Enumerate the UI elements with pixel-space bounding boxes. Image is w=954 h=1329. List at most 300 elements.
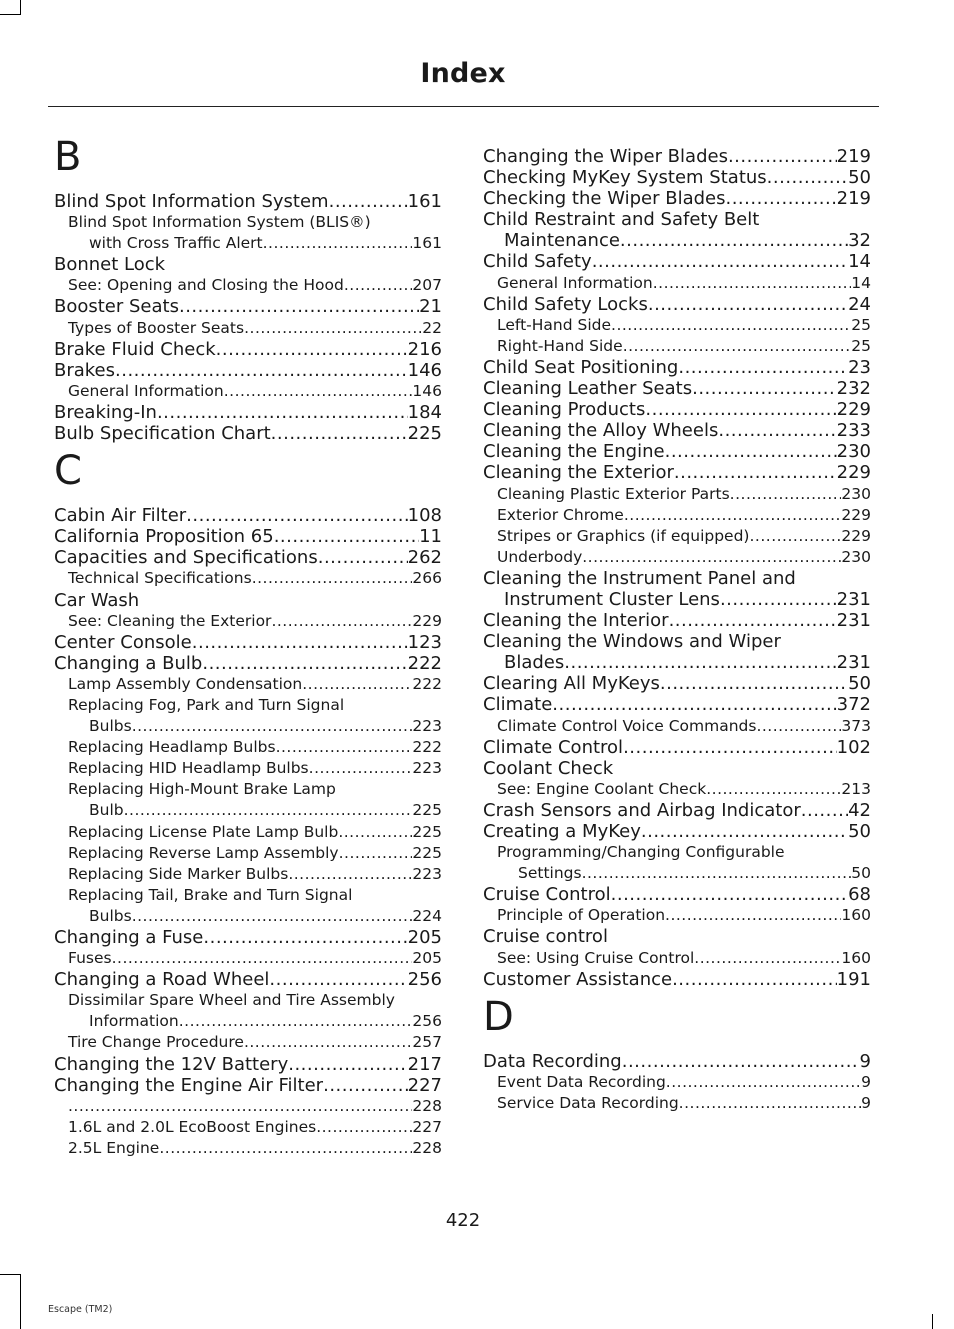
index-entry[interactable] (483, 863, 871, 884)
dot-leader (694, 948, 841, 969)
dot-leader (316, 1117, 412, 1138)
index-entry[interactable] (54, 381, 442, 402)
index-entry[interactable] (54, 505, 442, 526)
entry-page-number: 231 (836, 652, 871, 674)
index-entry[interactable] (54, 779, 442, 800)
index-entry[interactable] (54, 843, 442, 864)
index-entry[interactable] (483, 884, 871, 905)
entry-page-number: 50 (848, 673, 871, 695)
entry-page-number: 14 (851, 273, 871, 292)
index-entry[interactable] (54, 296, 442, 317)
index-entry[interactable] (483, 399, 871, 420)
entry-page-number: 262 (407, 547, 442, 569)
index-entry[interactable] (54, 800, 442, 821)
index-entry[interactable] (54, 275, 442, 296)
entry-title: Changing a Bulb (54, 652, 203, 674)
entry-page-number: 50 (851, 864, 871, 883)
entry-title: Bulbs (89, 717, 132, 736)
dot-leader (611, 315, 851, 336)
dot-leader (582, 863, 852, 884)
title-divider (48, 106, 879, 107)
entry-title: Replacing Tail, Brake and Turn Signal (68, 885, 353, 904)
dot-leader (276, 737, 413, 758)
dot-leader (653, 273, 852, 294)
dot-leader (611, 884, 848, 905)
index-entry[interactable] (54, 1054, 442, 1075)
index-entry[interactable] (483, 842, 871, 863)
entry-title: Cruise Control (483, 884, 611, 906)
entry-page-number: 50 (848, 167, 871, 189)
dot-leader (309, 758, 413, 779)
dot-leader (216, 339, 408, 360)
entry-title: Climate Control Voice Commands (497, 716, 757, 735)
index-entry[interactable] (54, 254, 442, 275)
entry-page-number: 222 (412, 674, 442, 693)
dot-leader (271, 423, 408, 444)
entry-page-number: 227 (407, 1074, 442, 1096)
entry-title: Bulb (89, 801, 124, 820)
entry-title: Exterior Chrome (497, 505, 624, 524)
index-entry[interactable] (54, 233, 442, 254)
dot-leader (645, 399, 836, 420)
dot-leader (302, 674, 412, 695)
entry-title: Changing the Wiper Blades (483, 146, 728, 167)
crop-mark (20, 1274, 21, 1329)
index-entry[interactable] (483, 462, 871, 483)
entry-title: Child Safety (483, 251, 592, 273)
index-entry[interactable] (483, 209, 871, 230)
index-entry[interactable] (483, 273, 871, 294)
dot-leader (624, 505, 842, 526)
index-entry[interactable] (54, 1032, 442, 1053)
entry-page-number: 219 (836, 146, 871, 167)
entry-page-number: 191 (836, 968, 871, 990)
entry-page-number: 224 (412, 906, 442, 925)
entry-page-number: 146 (407, 359, 442, 381)
entry-page-number: 229 (841, 505, 871, 524)
dot-leader (692, 378, 837, 399)
dot-leader (271, 611, 412, 632)
entry-page-number: 108 (407, 505, 442, 527)
entry-title: 1.6L and 2.0L EcoBoost Engines (68, 1117, 317, 1136)
dot-leader (666, 1072, 861, 1093)
entry-title: 2.5L Engine (68, 1138, 160, 1157)
index-entry[interactable] (483, 610, 871, 631)
entry-title: Checking the Wiper Blades (483, 188, 726, 210)
dot-leader (725, 188, 836, 209)
index-entry[interactable] (483, 167, 871, 188)
entry-page-number: 23 (848, 356, 871, 378)
index-entry[interactable] (483, 357, 871, 378)
index-entry[interactable] (483, 505, 871, 526)
entry-title: Cleaning Plastic Exterior Parts (497, 484, 730, 503)
entry-title: Car Wash (54, 589, 140, 611)
crop-mark (0, 1274, 20, 1275)
index-entry[interactable] (54, 695, 442, 716)
dot-leader (669, 610, 837, 631)
entry-title: with Cross Traffic Alert (89, 234, 263, 253)
entry-title: Cleaning the Alloy Wheels (483, 420, 719, 442)
dot-leader (672, 969, 837, 990)
entry-title: Underbody (497, 547, 583, 566)
index-entry[interactable] (483, 1051, 871, 1072)
entry-page-number: 227 (412, 1117, 442, 1136)
dot-leader (132, 716, 413, 737)
dot-leader (718, 420, 836, 441)
entry-page-number: 102 (836, 736, 871, 758)
index-entry[interactable] (54, 758, 442, 779)
dot-leader (552, 694, 836, 715)
entry-page-number: 68 (848, 884, 871, 906)
entry-title: Child Seat Positioning (483, 356, 679, 378)
entry-page-number: 161 (407, 191, 442, 212)
entry-page-number: 216 (407, 338, 442, 360)
dot-leader (706, 779, 841, 800)
entry-title: Replacing Fog, Park and Turn Signal (68, 695, 345, 714)
dot-leader (252, 568, 413, 589)
index-entry[interactable] (483, 779, 871, 800)
index-entry[interactable] (483, 800, 871, 821)
index-entry[interactable] (483, 631, 871, 652)
entry-title: Left-Hand Side (497, 315, 612, 334)
index-entry[interactable] (54, 927, 442, 948)
index-entry[interactable] (54, 969, 442, 990)
crop-mark (932, 1314, 933, 1329)
dot-leader (179, 1011, 413, 1032)
entry-page-number: 228 (412, 1138, 442, 1157)
entry-page-number: 233 (836, 420, 871, 442)
dot-leader (623, 336, 852, 357)
entry-title: Replacing High-Mount Brake Lamp (68, 780, 336, 799)
entry-page-number: 219 (836, 188, 871, 210)
entry-page-number: 229 (841, 526, 871, 545)
entry-title: Lamp Assembly Condensation (68, 674, 303, 693)
dot-leader (288, 864, 412, 885)
dot-leader (269, 969, 407, 990)
entry-title: Programming/Changing Configurable (497, 843, 785, 862)
entry-page-number: 222 (407, 652, 442, 674)
entry-page-number: 256 (412, 1012, 442, 1031)
entry-page-number: 184 (407, 401, 442, 423)
entry-title: Cleaning the Exterior (483, 462, 674, 484)
entry-title: Bulbs (89, 906, 132, 925)
entry-title: Child Restraint and Safety Belt (483, 209, 760, 231)
footer-model: Escape (TM2) (48, 1304, 113, 1315)
index-entry[interactable] (483, 378, 871, 399)
crop-mark (20, 0, 21, 15)
entry-page-number: 225 (412, 843, 442, 862)
entry-title: Settings (518, 864, 582, 883)
entry-title: Cleaning the Instrument Panel and (483, 567, 796, 589)
dot-leader (749, 526, 841, 547)
index-entry[interactable] (54, 822, 442, 843)
entry-page-number: 372 (836, 694, 871, 716)
section-letter: C (54, 448, 82, 495)
entry-title: Changing a Road Wheel (54, 969, 270, 991)
index-entry[interactable] (483, 694, 871, 715)
index-entry[interactable] (54, 948, 442, 969)
section-letter: D (483, 993, 514, 1040)
entry-title: Child Safety Locks (483, 293, 648, 315)
entry-title: Checking MyKey System Status (483, 167, 767, 189)
index-entry[interactable] (54, 864, 442, 885)
dot-leader (622, 1051, 860, 1072)
dot-leader (592, 251, 848, 272)
entry-title: See: Cleaning the Exterior (68, 611, 272, 630)
entry-page-number: 373 (841, 716, 871, 735)
dot-leader (582, 547, 841, 568)
index-entry[interactable] (483, 969, 871, 990)
entry-title: Right-Hand Side (497, 336, 623, 355)
index-entry[interactable] (483, 716, 871, 737)
entry-page-number: 266 (412, 569, 442, 588)
index-entry[interactable] (54, 402, 442, 423)
dot-leader (730, 484, 842, 505)
index-entry[interactable] (54, 1096, 442, 1117)
index-entry[interactable] (483, 589, 871, 610)
index-entry[interactable] (54, 191, 442, 212)
index-entry[interactable] (54, 339, 442, 360)
entry-page-number: 229 (836, 462, 871, 484)
index-entry[interactable] (54, 318, 442, 339)
entry-page-number: 232 (836, 378, 871, 400)
dot-leader (318, 547, 408, 568)
entry-page-number: 9 (861, 1072, 871, 1091)
dot-leader (112, 948, 413, 969)
index-entry[interactable] (483, 251, 871, 272)
entry-page-number: 11 (419, 526, 442, 548)
index-entry[interactable] (483, 230, 871, 251)
entry-page-number: 42 (848, 799, 871, 821)
index-entry[interactable] (54, 737, 442, 758)
entry-title: Customer Assistance (483, 968, 673, 990)
entry-title: Clearing All MyKeys (483, 673, 660, 695)
index-entry[interactable] (54, 212, 442, 233)
index-entry[interactable] (54, 632, 442, 653)
dot-leader (665, 441, 837, 462)
entry-page-number: 228 (412, 1096, 442, 1115)
entry-title: Crash Sensors and Airbag Indicator (483, 799, 801, 821)
index-entry[interactable] (483, 926, 871, 947)
entry-page-number: 230 (836, 441, 871, 463)
dot-leader (323, 1075, 408, 1096)
dot-leader (274, 526, 419, 547)
entry-page-number: 22 (422, 318, 442, 337)
index-entry[interactable] (483, 905, 871, 926)
dot-leader (720, 589, 837, 610)
entry-title: Data Recording (483, 1050, 622, 1072)
entry-title: Replacing HID Headlamp Bulbs (68, 759, 309, 778)
index-entry[interactable] (483, 294, 871, 315)
index-entry[interactable] (54, 1117, 442, 1138)
page-number: 422 (445, 1210, 481, 1231)
entry-title: Breaking-In (54, 401, 157, 423)
index-entry[interactable] (483, 441, 871, 462)
entry-page-number: 231 (836, 610, 871, 632)
entry-title: Brake Fluid Check (54, 338, 216, 360)
entry-title: See: Opening and Closing the Hood (68, 276, 344, 295)
entry-page-number: 205 (407, 927, 442, 948)
entry-title: Cleaning Leather Seats (483, 378, 693, 400)
dot-leader (159, 1138, 412, 1159)
entry-page-number: 14 (848, 251, 871, 273)
index-entry[interactable] (54, 906, 442, 927)
dot-leader (244, 318, 422, 339)
entry-title: Fuses (68, 949, 112, 968)
entry-page-number: 207 (412, 276, 442, 295)
entry-title: Booster Seats (54, 296, 179, 318)
dot-leader (288, 1054, 407, 1075)
dot-leader (157, 402, 408, 423)
entry-title: See: Using Cruise Control (497, 948, 695, 967)
dot-leader (679, 1093, 861, 1114)
index-entry[interactable] (483, 1072, 871, 1093)
dot-leader (224, 381, 413, 402)
entry-page-number: 222 (412, 738, 442, 757)
entry-page-number: 160 (841, 906, 871, 925)
section-letter: B (54, 134, 82, 180)
entry-title: Maintenance (504, 230, 620, 252)
index-entry[interactable] (54, 716, 442, 737)
index-entry[interactable] (54, 526, 442, 547)
index-entry[interactable] (54, 885, 442, 906)
dot-leader (344, 275, 413, 296)
entry-page-number: 9 (861, 1093, 871, 1112)
dot-leader (564, 652, 836, 673)
index-entry[interactable] (483, 948, 871, 969)
dot-leader (674, 462, 837, 483)
dot-leader (678, 357, 848, 378)
dot-leader (728, 146, 837, 167)
index-entry[interactable] (54, 1138, 442, 1159)
entry-title: Changing a Fuse (54, 927, 204, 948)
index-entry[interactable] (483, 737, 871, 758)
index-entry[interactable] (483, 336, 871, 357)
index-entry[interactable] (483, 547, 871, 568)
entry-title: Capacities and Specifications (54, 547, 318, 569)
index-entry[interactable] (54, 674, 442, 695)
entry-title: Changing the 12V Battery (54, 1053, 289, 1075)
index-entry[interactable] (483, 526, 871, 547)
entry-page-number: 213 (841, 779, 871, 798)
dot-leader (660, 673, 848, 694)
index-entry[interactable] (483, 188, 871, 209)
entry-title: Blind Spot Information System (BLIS®) (68, 213, 371, 232)
index-entry[interactable] (483, 652, 871, 673)
dot-leader (767, 167, 848, 188)
index-entry[interactable] (483, 673, 871, 694)
dot-leader (338, 822, 412, 843)
index-entry[interactable] (54, 1075, 442, 1096)
entry-page-number: 160 (841, 948, 871, 967)
entry-page-number: 225 (412, 822, 442, 841)
entry-page-number: 229 (836, 399, 871, 421)
entry-page-number: 230 (841, 484, 871, 503)
dot-leader (132, 906, 413, 927)
page-title: Index (420, 58, 506, 89)
index-entry[interactable] (54, 568, 442, 589)
entry-page-number: 256 (407, 969, 442, 991)
index-entry[interactable] (483, 484, 871, 505)
index-entry[interactable] (54, 990, 442, 1011)
entry-page-number: 21 (419, 296, 442, 318)
index-entry[interactable] (483, 821, 871, 842)
dot-leader (756, 716, 841, 737)
crop-mark (0, 14, 20, 15)
dot-leader (263, 233, 413, 254)
dot-leader (192, 632, 408, 653)
index-entry[interactable] (54, 547, 442, 568)
dot-leader (641, 821, 848, 842)
entry-title: Dissimilar Spare Wheel and Tire Assembly (68, 991, 395, 1010)
entry-page-number: 217 (407, 1053, 442, 1075)
index-entry[interactable] (54, 590, 442, 611)
entry-title: Bulb Specification Chart (54, 423, 271, 445)
dot-leader (68, 1096, 412, 1117)
dot-leader (623, 737, 837, 758)
entry-page-number: 225 (412, 801, 442, 820)
entry-page-number: 50 (848, 821, 871, 842)
entry-page-number: 25 (851, 336, 871, 355)
entry-title: Information (89, 1012, 179, 1031)
index-entry[interactable] (483, 568, 871, 589)
entry-title: Instrument Cluster Lens (504, 588, 720, 610)
entry-page-number: 223 (412, 864, 442, 883)
entry-title: General Information (68, 381, 224, 400)
entry-page-number: 231 (836, 588, 871, 610)
index-entry[interactable] (54, 653, 442, 674)
index-entry[interactable] (54, 423, 442, 444)
entry-title: Cleaning the Interior (483, 610, 669, 632)
dot-leader (648, 294, 848, 315)
dot-leader (339, 843, 413, 864)
entry-title: Center Console (54, 631, 192, 653)
index-entry[interactable] (54, 1011, 442, 1032)
entry-title: Replacing Reverse Lamp Assembly (68, 843, 339, 862)
entry-title: Climate (483, 694, 553, 716)
dot-leader (244, 1032, 412, 1053)
index-entry[interactable] (483, 420, 871, 441)
index-entry[interactable] (54, 360, 442, 381)
entry-page-number: 223 (412, 759, 442, 778)
index-entry[interactable] (483, 758, 871, 779)
entry-page-number: 225 (407, 423, 442, 445)
entry-title: See: Engine Coolant Check (497, 779, 707, 798)
entry-title: Cruise control (483, 926, 608, 948)
index-entry[interactable] (483, 1093, 871, 1114)
index-entry[interactable] (483, 315, 871, 336)
entry-page-number: 123 (407, 631, 442, 653)
index-entry[interactable] (483, 146, 871, 167)
entry-title: Replacing Headlamp Bulbs (68, 738, 276, 757)
entry-page-number: 9 (859, 1050, 871, 1072)
entry-title: Tire Change Procedure (68, 1033, 244, 1052)
entry-title: Blades (504, 652, 565, 674)
entry-title: Cleaning the Engine (483, 441, 665, 463)
entry-page-number: 230 (841, 547, 871, 566)
entry-title: Coolant Check (483, 757, 614, 779)
dot-leader (665, 905, 841, 926)
entry-title: General Information (497, 273, 653, 292)
entry-title: Blind Spot Information System (54, 191, 329, 212)
entry-title: Bonnet Lock (54, 254, 166, 276)
dot-leader (202, 653, 407, 674)
entry-title: Principle of Operation (497, 906, 666, 925)
dot-leader (179, 296, 419, 317)
entry-page-number: 257 (412, 1033, 442, 1052)
index-entry[interactable] (54, 611, 442, 632)
entry-title: Stripes or Graphics (if equipped) (497, 526, 750, 545)
